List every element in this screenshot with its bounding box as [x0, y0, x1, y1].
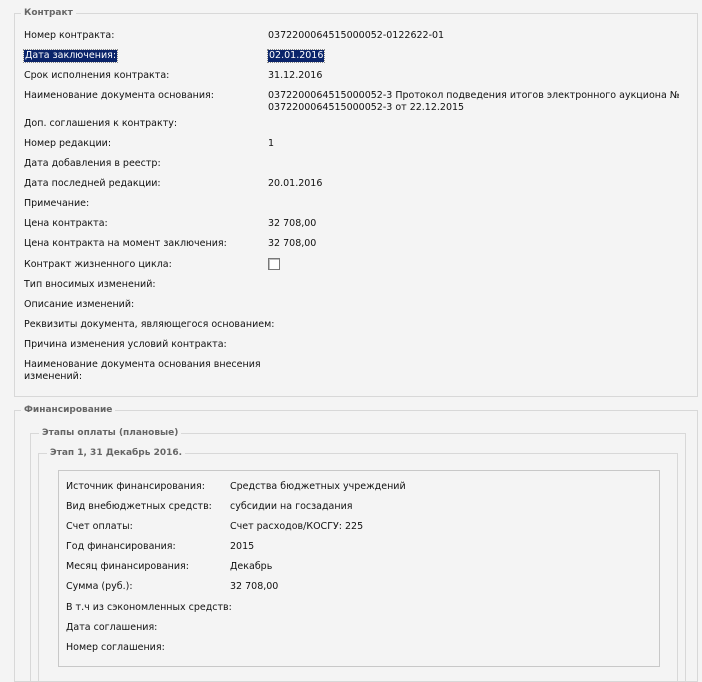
field-label: Причина изменения условий контракта:	[24, 339, 227, 350]
payment-stages-legend: Этапы оплаты (плановые)	[39, 427, 181, 439]
field-value: 32 708,00	[268, 238, 317, 249]
field-value-line2: 0372200064515000052-3 от 22.12.2015	[268, 102, 465, 113]
field-label: Дата последней редакции:	[24, 178, 161, 189]
field-label: Дата заключения:	[25, 50, 117, 61]
field-label: Наименование документа основания:	[24, 90, 214, 101]
field-label: Срок исполнения контракта:	[24, 70, 170, 81]
field-label: Номер редакции:	[24, 138, 112, 149]
field-value: Декабрь	[230, 561, 273, 572]
field-label: Контракт жизненного цикла:	[24, 259, 172, 270]
field-label: Год финансирования:	[66, 541, 176, 552]
field-label: Месяц финансирования:	[66, 561, 189, 572]
field-value: субсидии на госзадания	[230, 501, 353, 512]
field-value: 20.01.2016	[268, 178, 323, 189]
field-label: Вид внебюджетных средств:	[66, 501, 212, 512]
field-label: В т.ч из сэкономленных средств:	[66, 602, 232, 613]
field-value: Средства бюджетных учреждений	[230, 481, 406, 492]
field-label: Реквизиты документа, являющегося основанием:	[24, 319, 275, 330]
field-value: 0372200064515000052-0122622-01	[268, 30, 445, 41]
lifecycle-checkbox[interactable]	[268, 258, 280, 270]
field-label: Номер соглашения:	[66, 642, 165, 653]
field-label-line2: изменений:	[24, 371, 83, 382]
field-label-line1: Наименование документа основания внесения	[24, 359, 261, 370]
field-label: Описание изменений:	[24, 299, 135, 310]
field-value: 2015	[230, 541, 255, 552]
financing-legend: Финансирование	[21, 404, 115, 416]
field-label: Цена контракта на момент заключения:	[24, 238, 227, 249]
field-label: Номер контракта:	[24, 30, 115, 41]
field-label: Дата соглашения:	[66, 622, 158, 633]
field-value: 32 708,00	[230, 581, 279, 592]
field-label: Источник финансирования:	[66, 481, 205, 492]
field-label: Счет оплаты:	[66, 521, 133, 532]
field-value: 32 708,00	[268, 218, 317, 229]
field-label: Примечание:	[24, 198, 90, 209]
field-label: Тип вносимых изменений:	[24, 279, 156, 290]
field-label: Доп. соглашения к контракту:	[24, 118, 178, 129]
field-value: Счет расходов/КОСГУ: 225	[230, 521, 364, 532]
field-value: 31.12.2016	[268, 70, 323, 81]
field-value: 02.01.2016	[269, 50, 324, 61]
field-value: 1	[268, 138, 275, 149]
field-label: Дата добавления в реестр:	[24, 158, 161, 169]
field-value-line1: 0372200064515000052-3 Протокол подведения итогов электронного аукциона №	[268, 90, 680, 101]
field-label: Сумма (руб.):	[66, 581, 133, 592]
stage-legend: Этап 1, 31 Декабрь 2016.	[47, 447, 185, 459]
field-label: Цена контракта:	[24, 218, 108, 229]
contract-legend: Контракт	[21, 7, 76, 19]
